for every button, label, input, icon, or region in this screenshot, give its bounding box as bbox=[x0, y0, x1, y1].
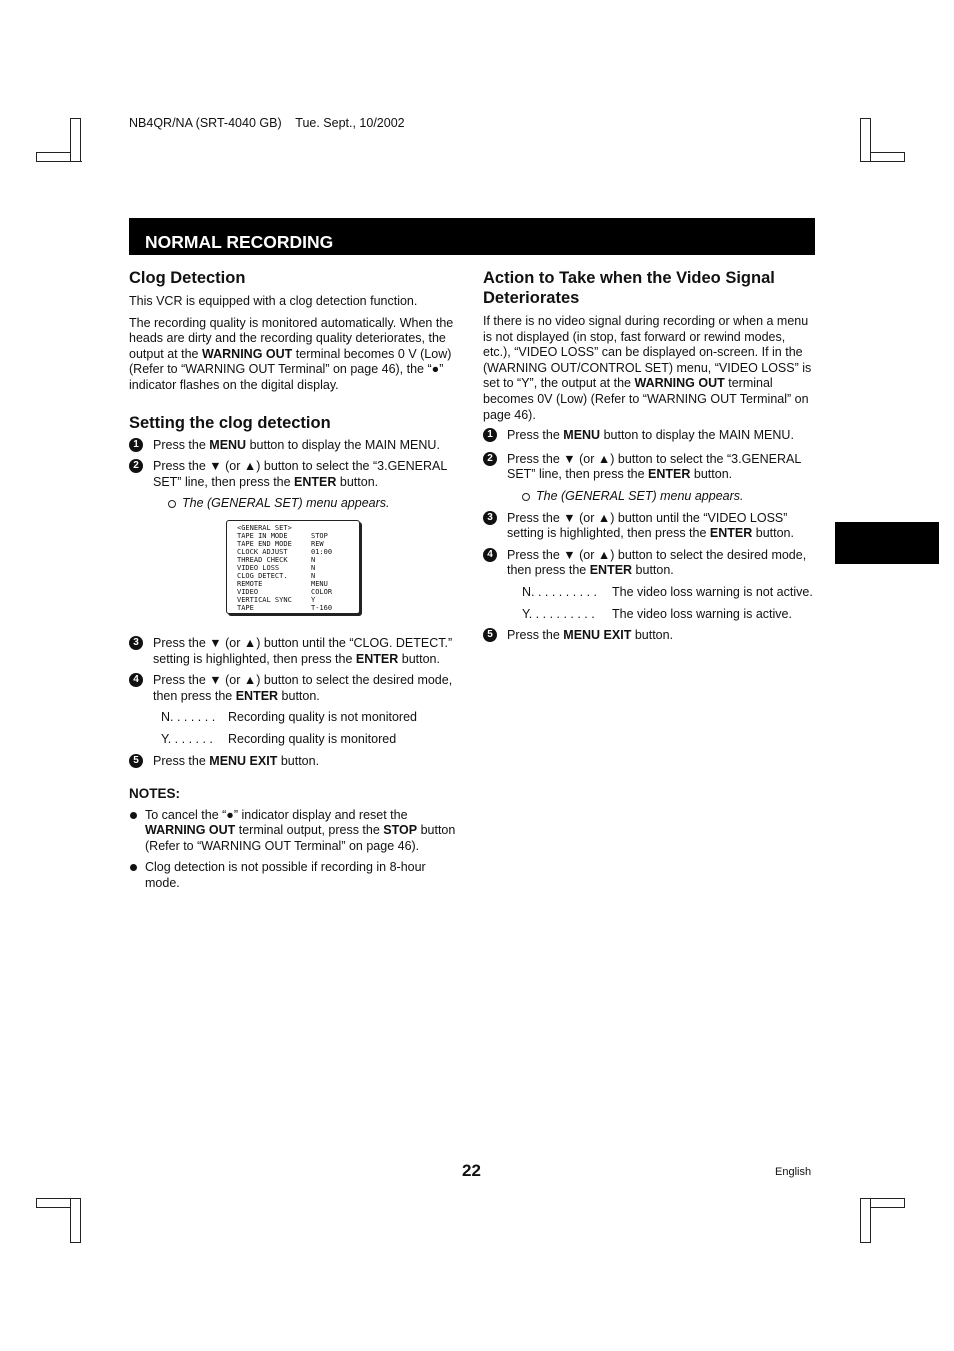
option-row: N. . . . . . . Recording quality is not monitored bbox=[161, 710, 417, 725]
left-column bbox=[129, 268, 459, 892]
language-label: English bbox=[775, 1166, 812, 1178]
screen-row: VIDEO COLOR bbox=[237, 587, 333, 596]
screen-row: TAPE END MODE REW bbox=[237, 539, 324, 548]
section-banner bbox=[129, 218, 815, 255]
action-title: Action to Take when the Video Signal Deteriorates bbox=[483, 269, 775, 307]
sub-note: The (GENERAL SET) menu appears. bbox=[168, 496, 459, 512]
step: 5 Press the MENU EXIT button. bbox=[129, 754, 459, 770]
setting-title: Setting the clog detection bbox=[129, 413, 331, 432]
side-tab bbox=[835, 522, 939, 564]
note-item: To cancel the “●” indicator display and reset the WARNING OUT terminal output, press the STOP button (Refer to “WARNING OUT Terminal” on page 46). bbox=[129, 808, 459, 855]
step: 5 Press the MENU EXIT button. bbox=[483, 628, 813, 644]
step: 2 Press the ▼ (or ▲) button to select the “3.GENERAL SET” line, then press the ENTER button. bbox=[129, 459, 459, 490]
screen-title: <GENERAL SET> bbox=[237, 523, 292, 532]
step: 2 Press the ▼ (or ▲) button to select the “3.GENERAL SET” line, then press the ENTER button. bbox=[483, 452, 813, 483]
option-row: Y. . . . . . . . . . The video loss warning is active. bbox=[522, 606, 792, 621]
option-row: N. . . . . . . . . . The video loss warning is not active. bbox=[522, 584, 813, 599]
sub-note: The (GENERAL SET) menu appears. bbox=[522, 489, 813, 505]
section-title: NORMAL RECORDING bbox=[145, 232, 334, 252]
crop-mark bbox=[870, 152, 905, 162]
step: 3 Press the ▼ (or ▲) button until the “VIDEO LOSS” setting is highlighted, then press the ENTER button. bbox=[483, 511, 813, 542]
screen-row: CLOCK ADJUST 01:00 bbox=[237, 547, 333, 556]
notes-title: NOTES: bbox=[129, 786, 181, 802]
crop-mark bbox=[870, 1198, 905, 1208]
screen-row: VERTICAL SYNC Y bbox=[237, 595, 316, 604]
screen-row: THREAD CHECK N bbox=[237, 555, 316, 564]
step: 1 Press the MENU button to display the MAIN MENU. bbox=[129, 438, 459, 454]
screen-row: TAPE IN MODE STOP bbox=[237, 531, 328, 540]
screen-row: REMOTE MENU bbox=[237, 579, 328, 588]
step: 1 Press the MENU button to display the MAIN MENU. bbox=[483, 428, 813, 444]
crop-mark bbox=[860, 1198, 871, 1243]
crop-mark bbox=[70, 118, 81, 162]
right-column bbox=[483, 268, 813, 644]
step: 4 Press the ▼ (or ▲) button to select the desired mode, then press the ENTER button. bbox=[483, 548, 813, 579]
doc-header: NB4QR/NA (SRT-4040 GB) Tue. Sept., 10/2002 bbox=[129, 116, 405, 130]
step: 4 Press the ▼ (or ▲) button to select the desired mode, then press the ENTER button. bbox=[129, 673, 459, 704]
general-set-screen bbox=[226, 520, 360, 614]
screen-row: CLOG DETECT. N bbox=[237, 571, 316, 580]
crop-mark bbox=[70, 1198, 81, 1243]
crop-mark bbox=[36, 152, 71, 162]
clog-intro: This VCR is equipped with a clog detection function. bbox=[129, 294, 418, 308]
screen-row: TAPE T-160 bbox=[237, 603, 333, 612]
screen-row: VIDEO LOSS N bbox=[237, 563, 316, 572]
step: 3 Press the ▼ (or ▲) button until the “CLOG. DETECT.” setting is highlighted, then press the ENTER button. bbox=[129, 636, 459, 667]
clog-paragraph: The recording quality is monitored automatically. When the heads are dirty and the recording quality deteriorates, the output at the WARNING OUT terminal becomes 0 V (Low) (Refer to “WARNING OUT Terminal” on page 46), the “●” indicator flashes on the digital display. bbox=[129, 315, 454, 392]
option-row: Y. . . . . . . Recording quality is monitored bbox=[161, 731, 397, 746]
clog-title: Clog Detection bbox=[129, 269, 246, 287]
page-number: 22 bbox=[462, 1161, 481, 1180]
crop-mark bbox=[36, 1198, 71, 1208]
action-intro: If there is no video signal during recording or when a menu is not displayed (in stop, fast forward or rewind modes, etc.), “VIDEO LOSS” can be displayed on-screen. If in the (WARNING OUT/CONTROL SET) menu, “VIDEO LOSS” is set to “Y”, the output at the WARNING OUT terminal becomes 0V (Low) (Refer to “WARNING OUT Terminal” on page 46). bbox=[483, 314, 812, 422]
screen-spacer bbox=[129, 512, 459, 636]
note-item: Clog detection is not possible if recording in 8-hour mode. bbox=[129, 860, 459, 891]
